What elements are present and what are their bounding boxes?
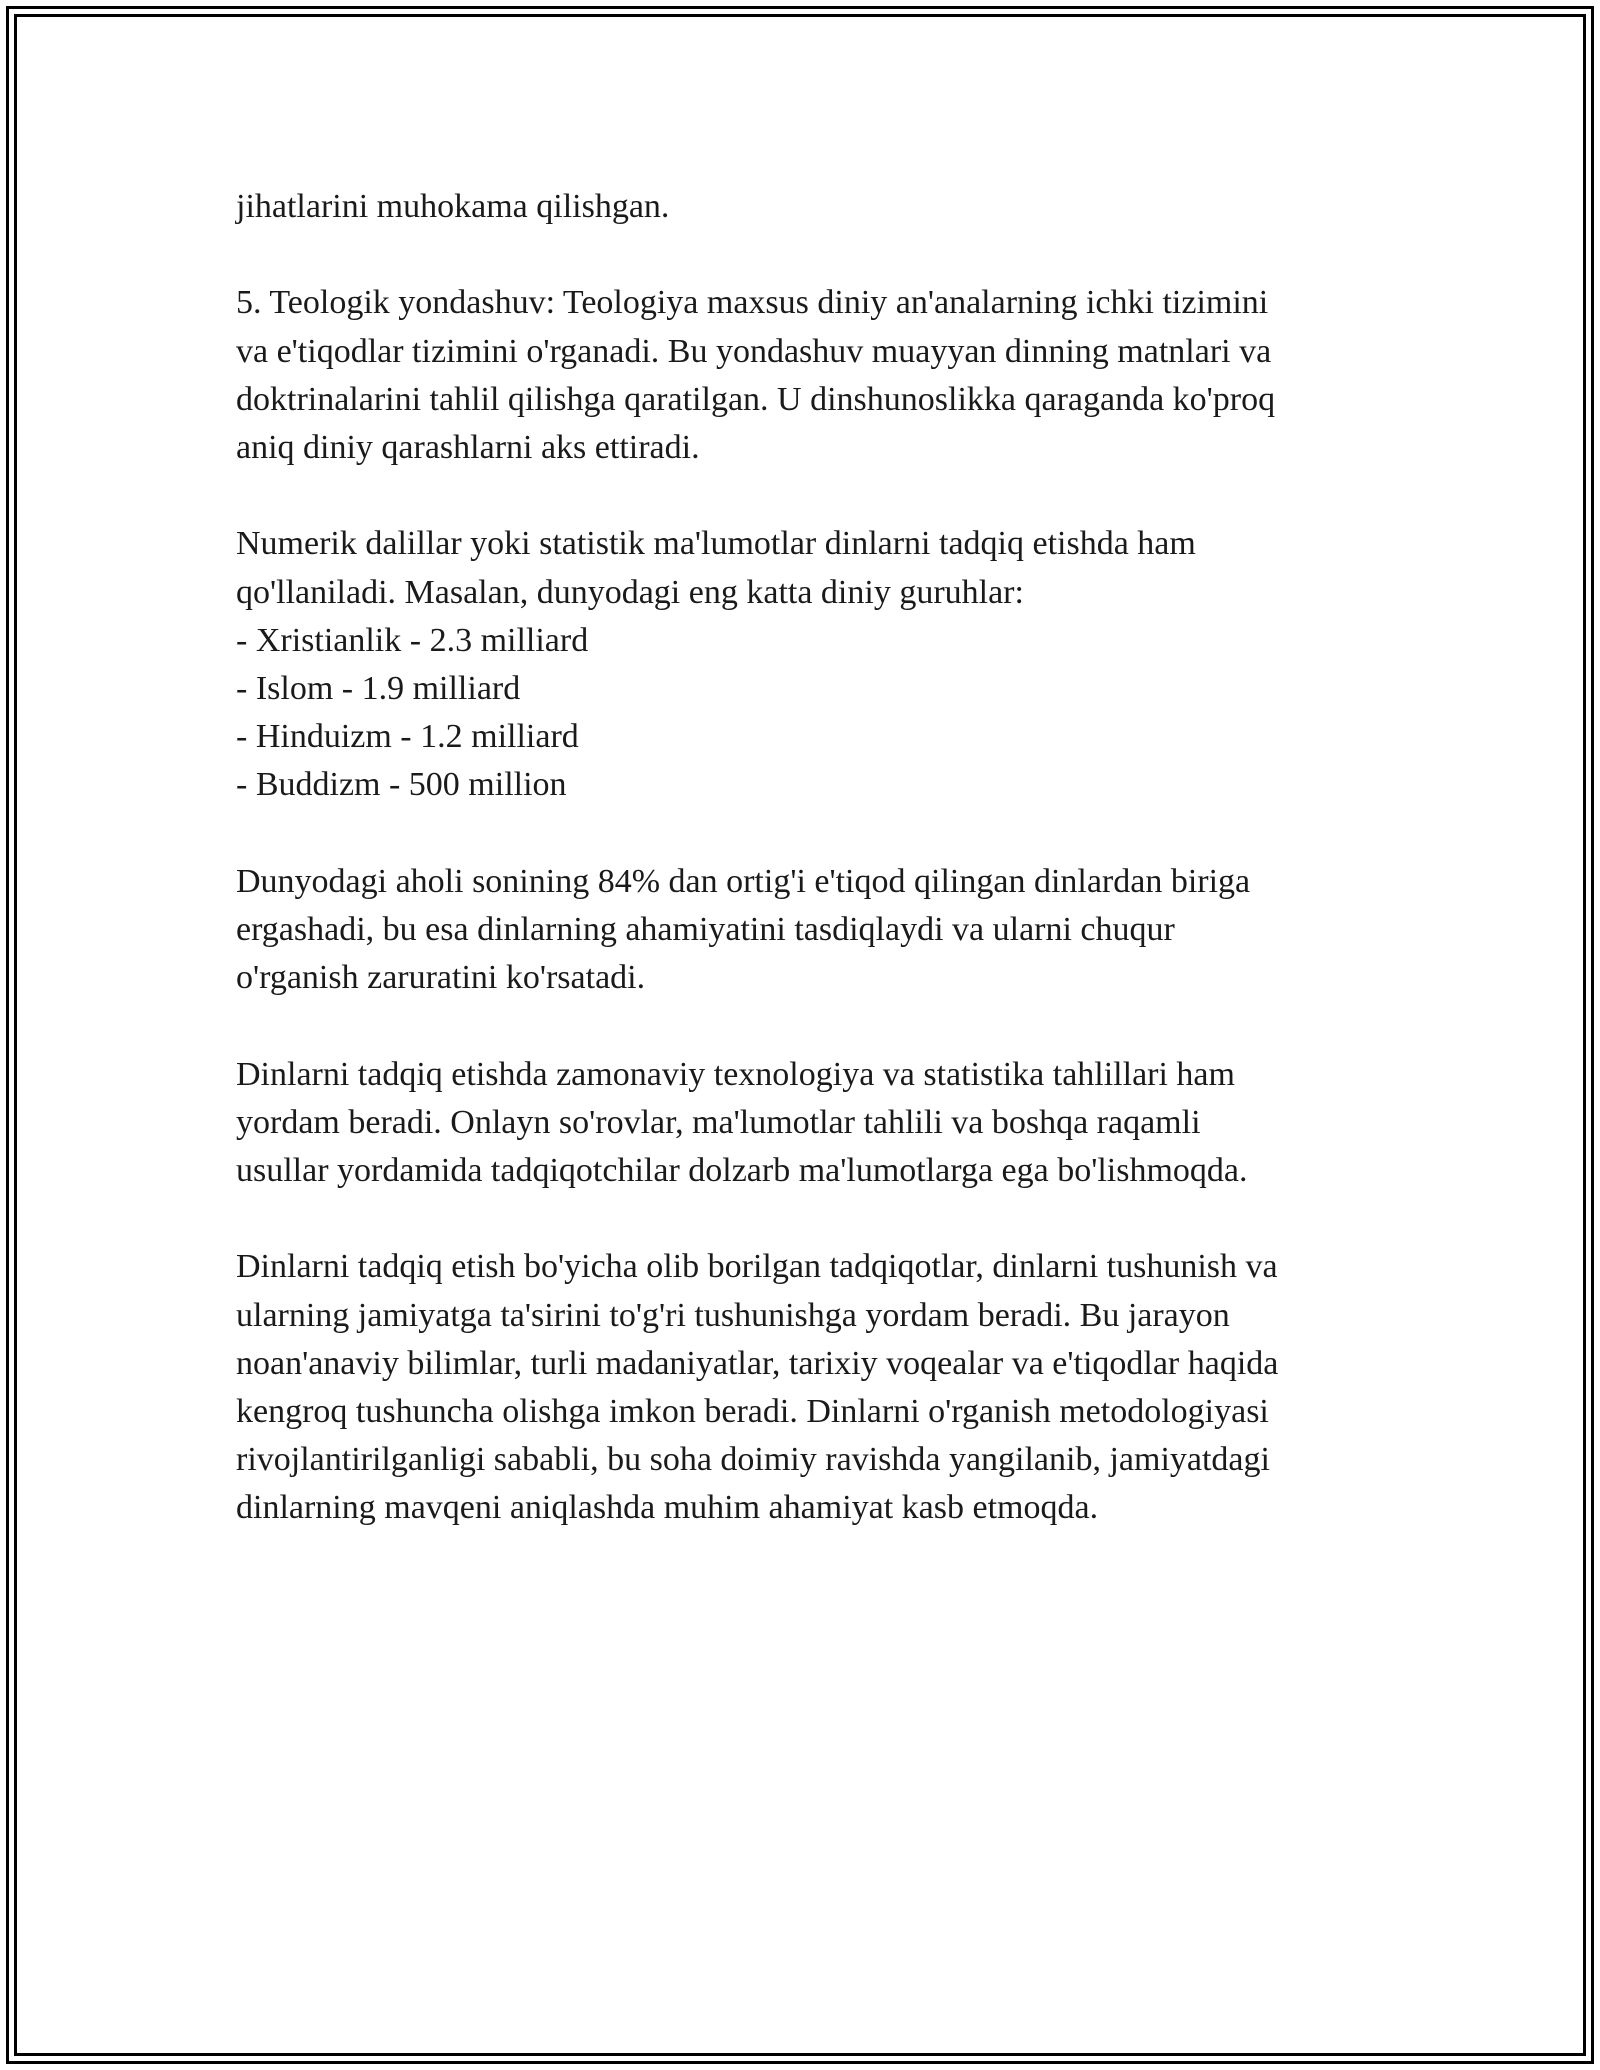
list-item-islam: - Islom - 1.9 milliard	[236, 670, 521, 707]
text-line: rivojlantirilganligi sababli, bu soha doimiy ravishda yangilanib, jamiyatdagi	[236, 1441, 1270, 1479]
text-line: Dinlarni tadqiq etish bo'yicha olib borilgan tadqiqotlar, dinlarni tushunish va	[236, 1248, 1278, 1286]
text-line: yordam beradi. Onlayn so'rovlar, ma'lumotlar tahlili va boshqa raqamli	[236, 1103, 1201, 1141]
text-line: va e'tiqodlar tizimini o'rganadi. Bu yondashuv muayyan dinning matnlari va	[236, 332, 1272, 370]
text-line: 5. Teologik yondashuv: Teologiya maxsus diniy an'analarning ichki tizimini	[236, 284, 1269, 322]
paragraph-technology	[236, 1051, 1376, 1196]
text-line: ularning jamiyatga ta'sirini to'g'ri tushunishga yordam beradi. Bu jarayon	[236, 1296, 1230, 1334]
text-line: aniq diniy qarashlarni aks ettiradi.	[236, 429, 700, 466]
text-line: o'rganish zaruratini ko'rsatadi.	[236, 959, 646, 997]
list-item-christianity: - Xristianlik - 2.3 milliard	[236, 621, 589, 659]
text-line: ergashadi, bu esa dinlarning ahamiyatini tasdiqlaydi va ularni chuqur	[236, 911, 1175, 948]
paragraph-conclusion	[236, 1243, 1376, 1532]
text-line: usullar yordamida tadqiqotchilar dolzarb ma'lumotlarga ega bo'lishmoqda.	[236, 1152, 1248, 1189]
text-line: qo'llaniladi. Masalan, dunyodagi eng katta diniy guruhlar:	[236, 573, 1024, 611]
paragraph-statistics	[236, 520, 1376, 809]
text-line: jihatlarini muhokama qilishgan.	[236, 188, 670, 225]
text-line: Dunyodagi aholi sonining 84% dan ortig'i e'tiqod qilingan dinlardan biriga	[236, 862, 1251, 900]
text-line: Numerik dalillar yoki statistik ma'lumotlar dinlarni tadqiq etishda ham	[236, 525, 1196, 563]
list-item-buddhism: - Buddizm - 500 million	[236, 766, 567, 804]
list-item-hinduism: - Hinduizm - 1.2 milliard	[236, 718, 579, 756]
document-body	[236, 183, 1376, 1581]
paragraph-theological-approach	[236, 279, 1376, 472]
text-line: noan'anaviy bilimlar, turli madaniyatlar, tarixiy voqealar va e'tiqodlar haqida	[236, 1344, 1279, 1382]
text-line: doktrinalarini tahlil qilishga qaratilgan. U dinshunoslikka qaraganda ko'proq	[236, 380, 1276, 418]
text-line: kengroq tushuncha olishga imkon beradi. Dinlarni o'rganish metodologiyasi	[236, 1393, 1269, 1430]
paragraph-continuation	[236, 183, 1376, 231]
paragraph-population	[236, 858, 1376, 1003]
text-line: Dinlarni tadqiq etishda zamonaviy texnologiya va statistika tahlillari ham	[236, 1055, 1235, 1093]
text-line: dinlarning mavqeni aniqlashda muhim ahamiyat kasb etmoqda.	[236, 1489, 1099, 1527]
